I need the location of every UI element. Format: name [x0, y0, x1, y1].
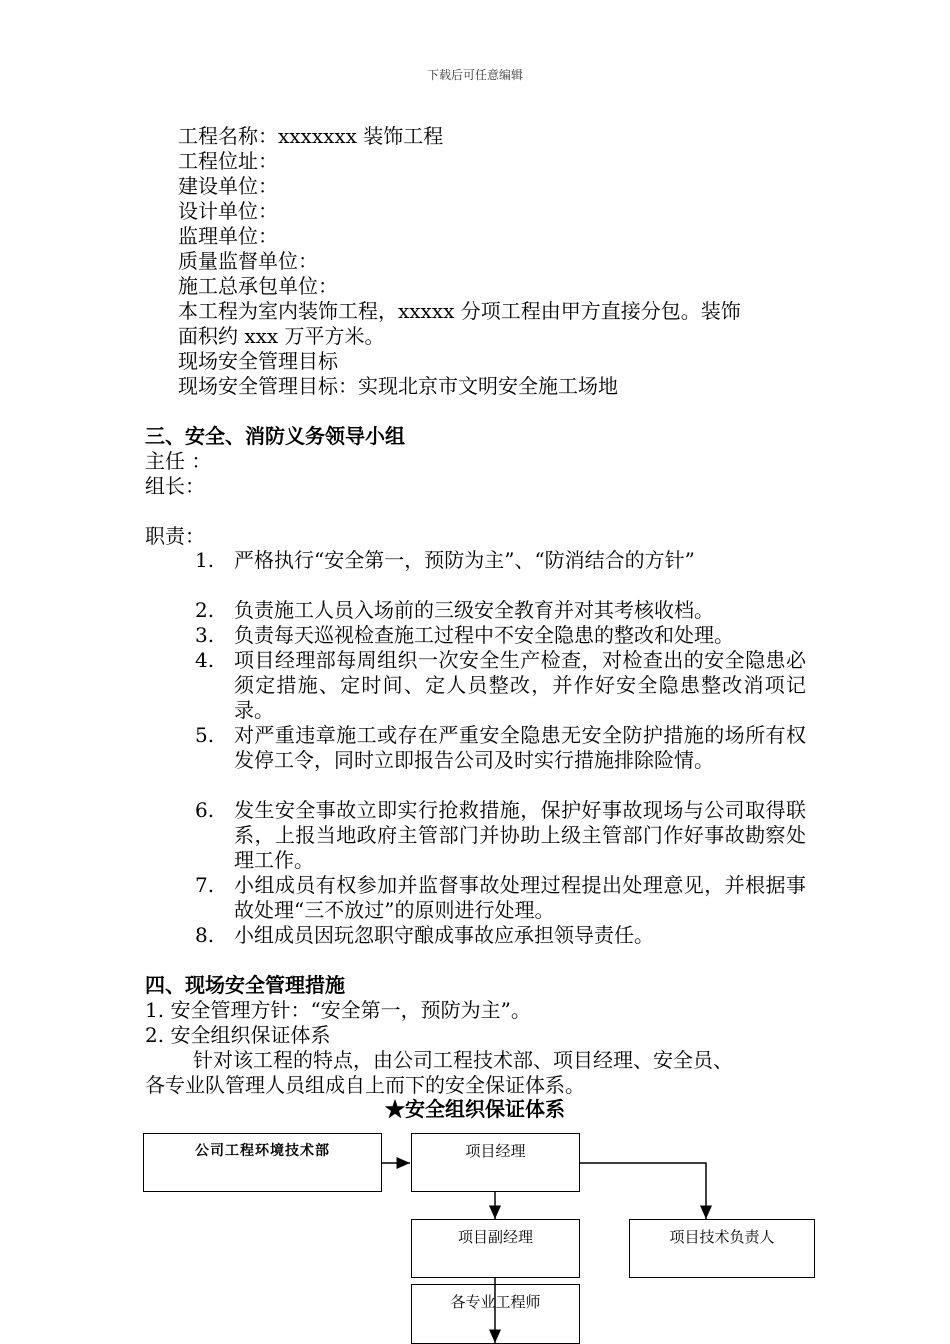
design-unit: 设计单位：: [178, 199, 278, 223]
project-description-line1: 本工程为室内装饰工程，xxxxx 分项工程由甲方直接分包。装饰: [178, 299, 741, 323]
safety-system-heading: 2. 安全组织保证体系: [145, 1023, 331, 1047]
safety-system-text-line1: 针对该工程的特点，由公司工程技术部、项目经理、安全员、: [193, 1048, 733, 1072]
duty-item: 负责施工人员入场前的三级安全教育并对其考核收档。: [234, 598, 714, 622]
duty-item: 发生安全事故立即实行抢救措施，保护好事故现场与公司取得联系，上报当地政府主管部门并协助上级主管部门作好事故勘察处理工作。: [234, 798, 806, 872]
page-header: 下载后可任意编辑: [426, 68, 523, 82]
project-address: 工程位址：: [178, 149, 278, 173]
duty-item: 严格执行“安全第一，预防为主”、“防消结合的方针”: [234, 548, 695, 572]
duty-number: 3.: [195, 623, 215, 647]
supervision-unit: 监理单位：: [178, 224, 278, 248]
duty-item: 对严重违章施工或存在严重安全隐患无安全防护措施的场所有权发停工令，同时立即报告公司及时实行措施排除险情。: [234, 723, 806, 772]
org-box-company-dept: 公司工程环境技术部: [143, 1133, 382, 1192]
safety-system-text-line2: 各专业队管理人员组成自上而下的安全保证体系。: [145, 1073, 585, 1097]
quality-supervision-unit: 质量监督单位：: [178, 249, 318, 273]
section4-title: 四、现场安全管理措施: [145, 973, 345, 997]
general-contractor: 施工总承包单位：: [178, 274, 338, 298]
safety-goal-text: 现场安全管理目标：实现北京市文明安全施工场地: [178, 374, 618, 398]
duty-item: 负责每天巡视检查施工过程中不安全隐患的整改和处理。: [234, 623, 734, 647]
duty-number: 7.: [195, 873, 215, 897]
project-description-line2: 面积约 xxx 万平方米。: [178, 324, 385, 348]
org-box-tech-lead: 项目技术负责人: [629, 1219, 815, 1278]
duty-item: 小组成员有权参加并监督事故处理过程提出处理意见，并根据事故处理“三不放过”的原则进行处理。: [234, 873, 806, 922]
leader-label: 组长：: [145, 474, 205, 498]
duty-number: 1.: [195, 548, 215, 572]
arrow-pm-to-tech: [580, 1163, 706, 1219]
section3-title: 三、安全、消防义务领导小组: [145, 424, 405, 448]
org-box-deputy-manager: 项目副经理: [411, 1219, 580, 1278]
duty-number: 2.: [195, 598, 215, 622]
org-box-project-manager: 项目经理: [411, 1133, 580, 1192]
safety-policy: 1. 安全管理方针：“安全第一，预防为主”。: [145, 998, 531, 1022]
org-box-engineers: 各专业工程师: [411, 1284, 580, 1344]
duty-number: 4.: [195, 648, 215, 672]
duty-item: 项目经理部每周组织一次安全生产检查，对检查出的安全隐患必须定措施、定时间、定人员整改，并作好安全隐患整改消项记录。: [234, 648, 806, 722]
duty-number: 6.: [195, 798, 215, 822]
project-name: 工程名称：xxxxxxx 装饰工程: [178, 124, 444, 148]
duty-number: 8.: [195, 923, 215, 947]
safety-goal-heading: 现场安全管理目标: [178, 349, 338, 373]
construction-unit: 建设单位：: [178, 174, 278, 198]
chief-label: 主任 ：: [145, 449, 212, 473]
duty-number: 5.: [195, 723, 215, 747]
org-chart-title: ★安全组织保证体系: [385, 1097, 565, 1121]
duties-label: 职责：: [145, 524, 205, 548]
duty-item: 小组成员因玩忽职守酿成事故应承担领导责任。: [234, 923, 654, 947]
